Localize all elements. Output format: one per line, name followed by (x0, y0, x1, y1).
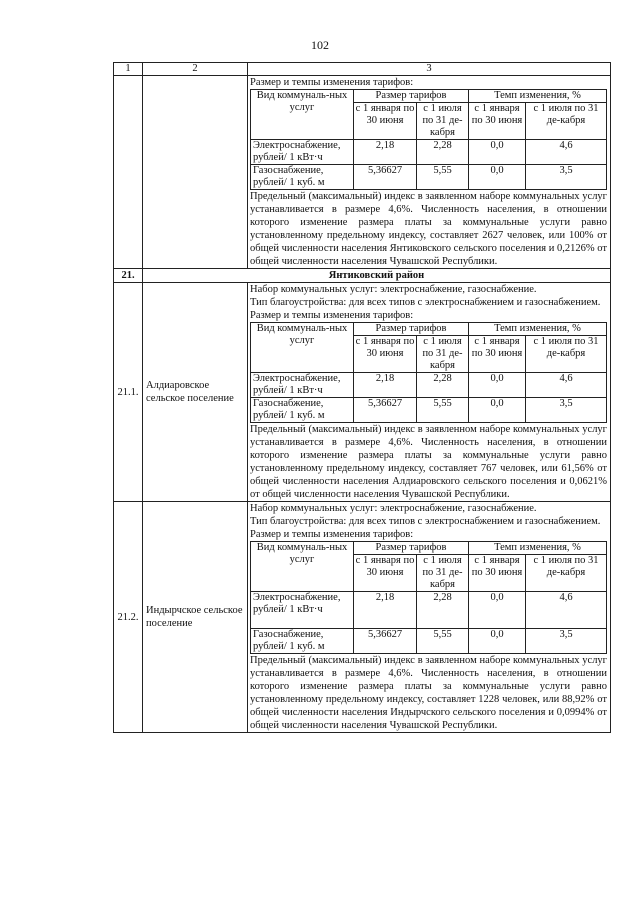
header-col-1: 1 (114, 63, 143, 76)
main-table (113, 62, 611, 733)
th-jul: с 1 июля по 31 де-кабря (526, 103, 607, 140)
th-jul: с 1 июля по 31 де-кабря (526, 336, 607, 373)
th-jul: с 1 июля по 31 де-кабря (417, 555, 469, 592)
tariff-row (251, 629, 607, 654)
th-rate: Темп изменения, % (469, 90, 607, 103)
tariff-intro: Размер и темпы изменения тарифов: (250, 529, 414, 540)
row-top-continuation (114, 76, 611, 269)
tariff-intro: Размер и темпы изменения тарифов: (250, 310, 414, 321)
improvement-text: Тип благоустройства: для всех типов с электроснабжением и газоснабжением. (250, 516, 601, 527)
tariff-value: 5,36627 (354, 629, 417, 654)
tariff-value: 2,18 (354, 140, 417, 165)
header-row (114, 63, 611, 76)
tariff-label: Газоснабжение, рублей/ 1 куб. м (251, 398, 354, 423)
summary-text: Предельный (максимальный) индекс в заявленном наборе коммунальных услуг устанавливается в размере 4,6%. Численность населения, в отношении которого изменение размера платы за коммунальные услуги равно установленному предельному индексу, составляет 1228 человек, или 88,92% от общей численности населения Индырчского сельского поселения и 0,0994% от общей численности населения Чувашской Республики. (250, 655, 607, 731)
tariff-row (251, 165, 607, 190)
th-jul: с 1 июля по 31 де-кабря (526, 555, 607, 592)
district-row (114, 269, 611, 283)
tariff-value: 0,0 (469, 165, 526, 190)
row-21-1 (114, 283, 611, 502)
th-service: Вид коммуналь-ных услуг (251, 90, 354, 140)
th-size: Размер тарифов (354, 542, 469, 555)
header-col-3: 3 (248, 63, 611, 76)
services-text: Набор коммунальных услуг: электроснабжение, газоснабжение. (250, 503, 537, 514)
tariff-value: 3,5 (526, 629, 607, 654)
th-size: Размер тарифов (354, 90, 469, 103)
tariff-row (251, 592, 607, 629)
tariff-value: 3,5 (526, 165, 607, 190)
tariff-value: 4,6 (526, 373, 607, 398)
tariff-value: 2,28 (417, 140, 469, 165)
district-number: 21. (114, 269, 143, 283)
th-jan: с 1 января по 30 июня (354, 103, 417, 140)
th-service: Вид коммуналь-ных услуг (251, 323, 354, 373)
tariff-value: 5,55 (417, 629, 469, 654)
tariff-value: 0,0 (469, 398, 526, 423)
tariff-value: 4,6 (526, 140, 607, 165)
th-jul: с 1 июля по 31 де-кабря (417, 336, 469, 373)
row-number: 21.2. (114, 502, 143, 733)
tariff-label: Электроснабжение, рублей/ 1 кВт·ч (251, 140, 354, 165)
row-21-2 (114, 502, 611, 733)
tariff-table (250, 322, 607, 423)
tariff-table (250, 89, 607, 190)
tariff-value: 5,36627 (354, 165, 417, 190)
tariff-value: 4,6 (526, 592, 607, 629)
row-number-empty (114, 76, 143, 269)
tariff-row (251, 373, 607, 398)
th-jan: с 1 января по 30 июня (354, 336, 417, 373)
tariff-label: Электроснабжение, рублей/ 1 кВт·ч (251, 373, 354, 398)
tariff-value: 0,0 (469, 140, 526, 165)
tariff-row (251, 398, 607, 423)
tariff-row (251, 140, 607, 165)
tariff-value: 2,28 (417, 373, 469, 398)
header-col-2: 2 (143, 63, 248, 76)
tariff-intro: Размер и темпы изменения тарифов: (250, 77, 414, 88)
row-content (248, 502, 611, 733)
tariff-value: 2,18 (354, 592, 417, 629)
tariff-value: 0,0 (469, 592, 526, 629)
summary-text: Предельный (максимальный) индекс в заявленном наборе коммунальных услуг устанавливается в размере 4,6%. Численность населения, в отношении которого изменение размера платы за коммунальные услуги равно установленному предельному индексу, составляет 2627 человек, или 100% от общей численности населения Янтиковского сельского поселения и 0,2126% от общей численности населения Чувашской Республики. (250, 191, 607, 267)
tariff-value: 0,0 (469, 373, 526, 398)
tariff-value: 5,55 (417, 398, 469, 423)
tariff-value: 2,28 (417, 592, 469, 629)
th-jul: с 1 июля по 31 де-кабря (417, 103, 469, 140)
th-rate: Темп изменения, % (469, 323, 607, 336)
row-content (248, 76, 611, 269)
row-content (248, 283, 611, 502)
page-number: 102 (311, 38, 329, 52)
tariff-value: 0,0 (469, 629, 526, 654)
summary-text: Предельный (максимальный) индекс в заявленном наборе коммунальных услуг устанавливается в размере 4,6%. Численность населения, в отношении которого изменение размера платы за коммунальные услуги равно установленному предельному индексу, составляет 767 человек, или 61,56% от общей численности населения Алдиаровского сельского поселения и 0,0621% от общей численности населения Чувашской Республики. (250, 424, 607, 500)
improvement-text: Тип благоустройства: для всех типов с электроснабжением и газоснабжением. (250, 297, 601, 308)
row-number: 21.1. (114, 283, 143, 502)
district-title: Янтиковский район (143, 269, 611, 283)
settlement-name: Индырчское сельское поселение (143, 502, 248, 733)
row-name-empty (143, 76, 248, 269)
settlement-name: Алдиаровское сельское поселение (143, 283, 248, 502)
tariff-value: 3,5 (526, 398, 607, 423)
tariff-value: 5,55 (417, 165, 469, 190)
th-rate: Темп изменения, % (469, 542, 607, 555)
tariff-value: 5,36627 (354, 398, 417, 423)
tariff-label: Газоснабжение, рублей/ 1 куб. м (251, 165, 354, 190)
tariff-label: Электроснабжение, рублей/ 1 кВт·ч (251, 592, 354, 629)
th-jan: с 1 января по 30 июня (469, 555, 526, 592)
tariff-table (250, 541, 607, 654)
th-service: Вид коммуналь-ных услуг (251, 542, 354, 592)
th-jan: с 1 января по 30 июня (469, 103, 526, 140)
tariff-label: Газоснабжение, рублей/ 1 куб. м (251, 629, 354, 654)
th-jan: с 1 января по 30 июня (469, 336, 526, 373)
services-text: Набор коммунальных услуг: электроснабжение, газоснабжение. (250, 284, 537, 295)
th-size: Размер тарифов (354, 323, 469, 336)
tariff-value: 2,18 (354, 373, 417, 398)
th-jan: с 1 января по 30 июня (354, 555, 417, 592)
